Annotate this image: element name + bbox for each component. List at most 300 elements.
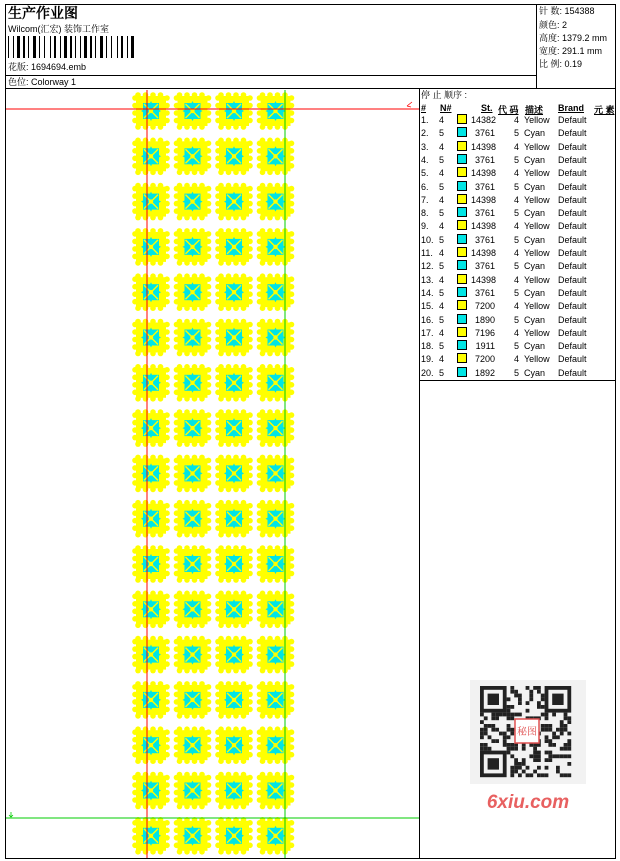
- motif-scallop: [135, 351, 141, 357]
- stop-brand: Default: [558, 154, 587, 165]
- motif-scallop: [184, 758, 190, 764]
- motif-scallop: [164, 563, 170, 569]
- motif-scallop: [174, 254, 180, 260]
- motif-scallop: [164, 548, 170, 554]
- motif-scallop: [174, 473, 180, 479]
- motif-scallop: [257, 291, 263, 297]
- motif-scallop: [257, 95, 263, 101]
- motif-scallop: [247, 118, 253, 124]
- motif-scallop: [275, 545, 281, 551]
- motif-scallop: [257, 254, 263, 260]
- motif-scallop: [241, 305, 247, 311]
- motif-scallop: [260, 758, 266, 764]
- barcode-bar: [60, 36, 61, 58]
- motif-scallop: [174, 609, 180, 615]
- motif-scallop: [257, 390, 263, 396]
- embroidery-motif: [215, 273, 253, 311]
- qr-module: [552, 732, 556, 736]
- barcode-bar: [33, 36, 36, 58]
- design-preview: [6, 90, 419, 858]
- embroidery-motif: [215, 817, 253, 855]
- motif-scallop: [164, 427, 170, 433]
- motif-scallop: [132, 435, 138, 441]
- motif-scallop: [206, 375, 212, 381]
- motif-scallop: [132, 322, 138, 328]
- motif-scallop: [206, 707, 212, 713]
- motif-scallop: [215, 752, 221, 758]
- qr-module: [529, 773, 533, 777]
- stop-code: 1890: [474, 314, 495, 325]
- motif-scallop: [177, 305, 183, 311]
- stop-row: [421, 167, 611, 180]
- motif-scallop: [158, 455, 164, 461]
- stop-brand: Default: [558, 128, 587, 139]
- motif-dot: [190, 245, 194, 249]
- motif-scallop: [267, 668, 273, 674]
- motif-scallop: [289, 639, 295, 645]
- motif-scallop: [289, 276, 295, 282]
- motif-scallop: [150, 545, 156, 551]
- qr-module: [495, 739, 499, 743]
- stop-stitch-group: 4: [514, 354, 520, 365]
- motif-scallop: [260, 170, 266, 176]
- motif-scallop: [132, 661, 138, 667]
- motif-scallop: [289, 95, 295, 101]
- motif-scallop: [257, 480, 263, 486]
- stop-brand: Default: [558, 367, 587, 378]
- stop-code: 14398: [471, 168, 497, 179]
- motif-scallop: [215, 465, 221, 471]
- motif-scallop: [233, 124, 239, 130]
- motif-scallop: [289, 284, 295, 290]
- motif-scallop: [174, 291, 180, 297]
- qr-module: [526, 686, 530, 690]
- qr-module: [495, 716, 499, 720]
- embroidery-motif: [132, 138, 170, 176]
- motif-scallop: [226, 138, 232, 144]
- motif-scallop: [192, 772, 198, 778]
- motif-scallop: [241, 487, 247, 493]
- header-divider: [5, 88, 616, 89]
- motif-scallop: [164, 609, 170, 615]
- motif-scallop: [233, 500, 239, 506]
- color-swatch: [457, 234, 467, 244]
- color-swatch: [457, 141, 467, 151]
- motif-scallop: [247, 699, 253, 705]
- motif-scallop: [257, 609, 263, 615]
- motif-scallop: [257, 790, 263, 796]
- motif-scallop: [150, 532, 156, 538]
- qr-module: [541, 697, 545, 701]
- motif-scallop: [135, 577, 141, 583]
- motif-scallop: [206, 503, 212, 509]
- motif-scallop: [289, 344, 295, 350]
- embroidery-motif: [174, 228, 212, 266]
- motif-scallop: [184, 260, 190, 266]
- color-swatch: [457, 167, 467, 177]
- motif-scallop: [174, 729, 180, 735]
- motif-scallop: [174, 367, 180, 373]
- qr-module: [548, 758, 552, 762]
- motif-scallop: [177, 713, 183, 719]
- qr-module: [514, 713, 518, 717]
- col-stitches: St.: [481, 103, 493, 113]
- qr-module: [491, 739, 495, 743]
- embroidery-motif: [215, 500, 253, 538]
- motif-scallop: [275, 532, 281, 538]
- barcode-bar: [127, 36, 128, 58]
- motif-scallop: [132, 480, 138, 486]
- motif-scallop: [164, 337, 170, 343]
- motif-scallop: [247, 744, 253, 750]
- qr-module: [567, 747, 571, 751]
- motif-scallop: [174, 684, 180, 690]
- motif-scallop: [206, 661, 212, 667]
- motif-scallop: [135, 124, 141, 130]
- motif-scallop: [215, 571, 221, 577]
- motif-scallop: [257, 344, 263, 350]
- stop-description: Yellow: [524, 115, 550, 125]
- qr-module: [491, 728, 495, 732]
- embroidery-motif: [174, 726, 212, 764]
- motif-scallop: [158, 138, 164, 144]
- motif-scallop: [275, 758, 281, 764]
- motif-scallop: [257, 835, 263, 841]
- stop-brand: Default: [558, 341, 587, 352]
- motif-scallop: [257, 420, 263, 426]
- motif-scallop: [260, 396, 266, 402]
- motif-scallop: [192, 532, 198, 538]
- motif-scallop: [135, 713, 141, 719]
- barcode: [8, 36, 138, 58]
- qr-module: [541, 773, 545, 777]
- barcode-bar: [121, 36, 123, 58]
- motif-scallop: [174, 828, 180, 834]
- motif-scallop: [275, 124, 281, 130]
- embroidery-motif: [257, 409, 295, 447]
- motif-scallop: [199, 758, 205, 764]
- motif-scallop: [206, 843, 212, 849]
- motif-scallop: [289, 797, 295, 803]
- motif-scallop: [164, 480, 170, 486]
- barcode-bar: [50, 36, 51, 58]
- motif-scallop: [206, 156, 212, 162]
- motif-scallop: [206, 782, 212, 788]
- motif-scallop: [199, 681, 205, 687]
- motif-dot: [273, 290, 277, 294]
- motif-scallop: [215, 563, 221, 569]
- motif-scallop: [257, 382, 263, 388]
- motif-scallop: [247, 828, 253, 834]
- qr-module: [491, 713, 495, 717]
- motif-scallop: [192, 487, 198, 493]
- motif-scallop: [215, 344, 221, 350]
- stop-row: [421, 314, 611, 327]
- motif-scallop: [289, 518, 295, 524]
- motif-scallop: [257, 186, 263, 192]
- qr-module: [518, 701, 522, 705]
- motif-scallop: [174, 208, 180, 214]
- motif-scallop: [257, 729, 263, 735]
- embroidery-motif: [257, 636, 295, 674]
- qr-module: [510, 766, 514, 770]
- motif-dot: [273, 471, 277, 475]
- motif-scallop: [289, 692, 295, 698]
- motif-scallop: [257, 208, 263, 214]
- motif-scallop: [199, 92, 205, 98]
- motif-scallop: [177, 849, 183, 855]
- motif-dot: [149, 652, 153, 656]
- motif-scallop: [257, 510, 263, 516]
- motif-scallop: [174, 797, 180, 803]
- motif-dot: [190, 834, 194, 838]
- motif-scallop: [158, 319, 164, 325]
- motif-scallop: [199, 305, 205, 311]
- motif-scallop: [241, 804, 247, 810]
- motif-scallop: [174, 661, 180, 667]
- motif-scallop: [132, 337, 138, 343]
- motif-scallop: [158, 849, 164, 855]
- stop-brand: Default: [558, 327, 587, 338]
- color-swatch: [457, 327, 467, 337]
- qr-module: [518, 766, 522, 770]
- motif-scallop: [241, 681, 247, 687]
- qr-module: [552, 754, 556, 758]
- motif-scallop: [135, 260, 141, 266]
- motif-scallop: [275, 170, 281, 176]
- col-description: 描述: [525, 105, 544, 115]
- motif-scallop: [233, 305, 239, 311]
- motif-scallop: [289, 382, 295, 388]
- motif-scallop: [226, 319, 232, 325]
- color-swatch: [457, 247, 467, 257]
- stop-brand: Default: [558, 141, 587, 152]
- stop-row: [421, 300, 611, 313]
- motif-scallop: [132, 797, 138, 803]
- embroidery-motif: [132, 319, 170, 357]
- motif-scallop: [135, 532, 141, 538]
- motif-scallop: [215, 156, 221, 162]
- motif-scallop: [275, 92, 281, 98]
- motif-scallop: [199, 487, 205, 493]
- qr-module: [556, 728, 560, 732]
- motif-scallop: [184, 228, 190, 234]
- embroidery-motif: [174, 681, 212, 719]
- motif-scallop: [247, 299, 253, 305]
- motif-scallop: [260, 532, 266, 538]
- motif-scallop: [158, 532, 164, 538]
- color-swatch: [457, 207, 467, 217]
- motif-scallop: [192, 319, 198, 325]
- motif-scallop: [275, 681, 281, 687]
- qr-module: [499, 713, 503, 717]
- qr-finder-core: [552, 694, 563, 705]
- embroidery-motif: [132, 636, 170, 674]
- motif-scallop: [132, 390, 138, 396]
- motif-scallop: [289, 782, 295, 788]
- motif-scallop: [132, 208, 138, 214]
- motif-scallop: [226, 183, 232, 189]
- motif-scallop: [174, 193, 180, 199]
- motif-scallop: [192, 500, 198, 506]
- embroidery-motif: [132, 772, 170, 810]
- motif-scallop: [226, 273, 232, 279]
- motif-scallop: [215, 420, 221, 426]
- barcode-bar: [106, 36, 107, 58]
- motif-scallop: [177, 487, 183, 493]
- motif-scallop: [132, 752, 138, 758]
- stop-code: 14398: [471, 274, 497, 285]
- motif-scallop: [132, 744, 138, 750]
- motif-scallop: [247, 148, 253, 154]
- qr-module: [564, 773, 568, 777]
- motif-scallop: [164, 473, 170, 479]
- stop-needle: 5: [439, 314, 445, 325]
- barcode-bar: [84, 36, 87, 58]
- motif-scallop: [177, 170, 183, 176]
- motif-scallop: [192, 849, 198, 855]
- design-canvas: [6, 90, 419, 858]
- qr-module: [552, 743, 556, 747]
- info-divider: [536, 4, 537, 88]
- motif-scallop: [164, 699, 170, 705]
- motif-scallop: [226, 455, 232, 461]
- motif-scallop: [275, 351, 281, 357]
- motif-dot: [149, 290, 153, 294]
- motif-scallop: [257, 594, 263, 600]
- motif-scallop: [199, 545, 205, 551]
- motif-scallop: [247, 337, 253, 343]
- motif-scallop: [215, 186, 221, 192]
- motif-scallop: [215, 828, 221, 834]
- embroidery-motif: [257, 319, 295, 357]
- motif-scallop: [267, 124, 273, 130]
- qr-module: [522, 762, 526, 766]
- motif-scallop: [257, 367, 263, 373]
- motif-scallop: [215, 239, 221, 245]
- motif-scallop: [135, 668, 141, 674]
- motif-scallop: [184, 487, 190, 493]
- motif-scallop: [233, 804, 239, 810]
- motif-scallop: [226, 124, 232, 130]
- motif-scallop: [226, 441, 232, 447]
- motif-scallop: [150, 681, 156, 687]
- stop-description: Yellow: [524, 274, 550, 285]
- motif-scallop: [150, 668, 156, 674]
- motif-scallop: [267, 455, 273, 461]
- barcode-bar: [8, 36, 9, 58]
- motif-scallop: [177, 441, 183, 447]
- motif-scallop: [177, 124, 183, 130]
- motif-scallop: [132, 367, 138, 373]
- motif-scallop: [158, 409, 164, 415]
- motif-scallop: [233, 138, 239, 144]
- motif-scallop: [158, 591, 164, 597]
- motif-scallop: [199, 804, 205, 810]
- motif-scallop: [184, 92, 190, 98]
- motif-scallop: [241, 500, 247, 506]
- motif-scallop: [174, 548, 180, 554]
- embroidery-motif: [215, 455, 253, 493]
- motif-scallop: [132, 118, 138, 124]
- barcode-bar: [28, 36, 29, 58]
- motif-scallop: [257, 118, 263, 124]
- motif-scallop: [132, 699, 138, 705]
- motif-scallop: [150, 441, 156, 447]
- motif-scallop: [164, 382, 170, 388]
- motif-scallop: [289, 661, 295, 667]
- motif-scallop: [275, 636, 281, 642]
- motif-dot: [273, 199, 277, 203]
- motif-scallop: [150, 758, 156, 764]
- motif-dot: [232, 154, 236, 158]
- qr-module: [541, 694, 545, 698]
- motif-scallop: [135, 758, 141, 764]
- motif-scallop: [164, 843, 170, 849]
- motif-scallop: [215, 458, 221, 464]
- motif-scallop: [184, 849, 190, 855]
- stop-description: Yellow: [524, 327, 550, 338]
- qr-module: [529, 754, 533, 758]
- motif-scallop: [241, 577, 247, 583]
- motif-scallop: [150, 591, 156, 597]
- motif-scallop: [206, 412, 212, 418]
- motif-scallop: [174, 601, 180, 607]
- qr-module: [560, 754, 564, 758]
- motif-scallop: [174, 246, 180, 252]
- motif-scallop: [241, 170, 247, 176]
- motif-scallop: [206, 616, 212, 622]
- stop-sequence-heading: 停 止 顺序 :: [421, 90, 468, 100]
- qr-module: [488, 724, 492, 728]
- qr-module: [537, 701, 541, 705]
- stop-stitch-group: 4: [514, 168, 520, 179]
- motif-scallop: [174, 163, 180, 169]
- motif-dot: [232, 199, 236, 203]
- motif-scallop: [215, 193, 221, 199]
- motif-scallop: [174, 563, 180, 569]
- stop-number: 2.: [421, 128, 429, 139]
- motif-scallop: [260, 623, 266, 629]
- title-divider: [5, 75, 536, 76]
- qr-module: [556, 770, 560, 774]
- motif-scallop: [260, 305, 266, 311]
- motif-scallop: [215, 616, 221, 622]
- motif-scallop: [164, 661, 170, 667]
- motif-scallop: [289, 246, 295, 252]
- qr-module: [552, 735, 556, 739]
- motif-scallop: [215, 390, 221, 396]
- motif-scallop: [215, 480, 221, 486]
- motif-scallop: [184, 636, 190, 642]
- motif-scallop: [215, 843, 221, 849]
- motif-scallop: [199, 396, 205, 402]
- qr-module: [510, 690, 514, 694]
- stop-description: Cyan: [524, 181, 546, 192]
- stop-code: 7200: [474, 301, 495, 312]
- qr-module: [495, 728, 499, 732]
- motif-scallop: [247, 375, 253, 381]
- qr-module: [480, 728, 484, 732]
- motif-scallop: [150, 260, 156, 266]
- qr-module: [533, 751, 537, 755]
- motif-scallop: [158, 396, 164, 402]
- motif-scallop: [247, 201, 253, 207]
- color-swatch: [457, 154, 467, 164]
- motif-scallop: [247, 291, 253, 297]
- stop-number: 18.: [421, 341, 434, 352]
- color-swatch: [457, 114, 467, 124]
